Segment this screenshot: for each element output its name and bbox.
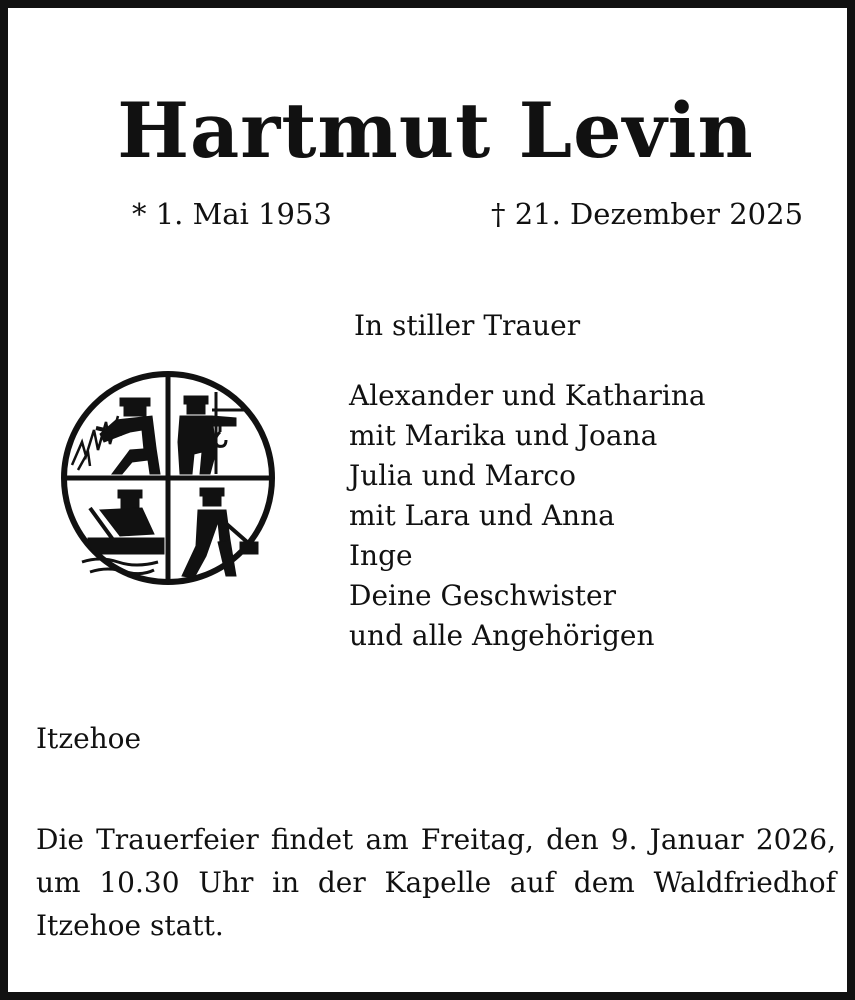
mourner-line: Julia und Marco <box>349 459 576 492</box>
death-date: † 21. Dezember 2025 <box>491 197 804 231</box>
mourner-line: mit Marika und Joana <box>349 419 658 452</box>
mourner-line: Deine Geschwister <box>349 579 616 612</box>
mourner-line: Inge <box>349 539 413 572</box>
place-name: Itzehoe <box>36 722 142 755</box>
mourners-list <box>349 376 706 656</box>
mourner-line: und alle Angehörigen <box>349 619 655 652</box>
fire-brigade-emblem-icon <box>60 370 276 586</box>
deceased-name: Hartmut Levin <box>117 86 754 175</box>
mourning-intro: In stiller Trauer <box>354 309 581 342</box>
mourner-line: Alexander und Katharina <box>349 379 706 412</box>
funeral-service-info: Die Trauerfeier findet am Freitag, den 9. Januar 2026, um 10.30 Uhr in der Kapelle auf dem Waldfriedhof Itzehoe statt. <box>36 823 836 942</box>
mourner-line: mit Lara und Anna <box>349 499 615 532</box>
birth-date: * 1. Mai 1953 <box>132 197 332 231</box>
